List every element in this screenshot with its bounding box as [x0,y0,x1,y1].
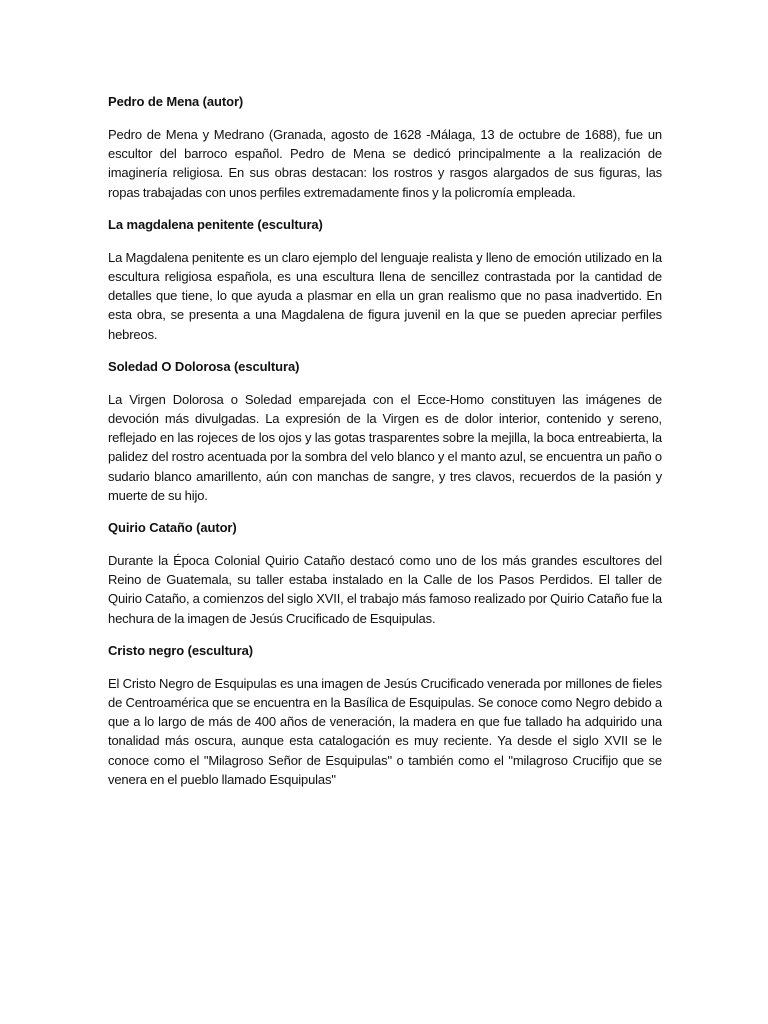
section-soledad-dolorosa [108,358,662,505]
section-paragraph: La Magdalena penitente es un claro ejemplo del lenguaje realista y lleno de emoción utilizado en la escultura religiosa española, es una escultura llena de sencillez contrastada por la cantidad de detalles que tiene, lo que ayuda a plasmar en ella un gran realismo que no pasa inadvertido. En esta obra, se presenta a una Magdalena de figura juvenil en la que se pueden apreciar perfiles hebreos. [108,249,662,342]
section-heading: Cristo negro (escultura) [108,642,253,658]
section-heading: Pedro de Mena (autor) [108,94,244,109]
section-heading: Quirio Cataño (autor) [108,520,237,536]
section-quirio-catano [108,519,662,628]
section-heading: La magdalena penitente (escultura) [108,216,323,232]
section-paragraph: Pedro de Mena y Medrano (Granada, agosto de 1628 -Málaga, 13 de octubre de 1688), fue un escultor del barroco español. Pedro de Mena se dedicó principalmente a la realización de imaginería religiosa. En sus obras destacan: los rostros y rasgos alargados de sus figuras, las ropas trabajadas con unos perfiles extremadamente finos y la policromía empleada. [108,127,662,200]
section-pedro-de-mena [108,93,662,202]
section-cristo-negro [108,642,662,789]
section-paragraph: La Virgen Dolorosa o Soledad emparejada con el Ecce-Homo constituyen las imágenes de devoción más divulgadas. La expresión de la Virgen es de dolor interior, contenido y sereno, reflejado en las rojeces de los ojos y las gotas trasparentes sobre la mejilla, la boca entreabierta, la palidez del rostro acentuada por la sombra del velo blanco y el manto azul, se encuentra un paño o sudario blanco amarillento, aún con manchas de sangre, y tres clavos, recuerdos de la pasión y muerte de su hijo. [108,391,662,503]
section-heading: Soledad O Dolorosa (escultura) [108,358,300,374]
section-paragraph: El Cristo Negro de Esquipulas es una imagen de Jesús Crucificado venerada por millones de fieles de Centroamérica que se encuentra en la Basílica de Esquipulas. Se conoce como Negro debido a que a lo largo de más de 400 años de veneración, la madera en que fue tallado ha adquirido una tonalidad más oscura, aunque esta catalogación es muy reciente. Ya desde el siglo XVII se le conoce como el "Milagroso Señor de Esquipulas" o también como el "milagroso Crucifijo que se venera en el pueblo llamado Esquipulas" [108,675,662,787]
section-paragraph: Durante la Época Colonial Quirio Cataño destacó como uno de los más grandes escultores del Reino de Guatemala, su taller estaba instalado en la Calle de los Pasos Perdidos. El taller de Quirio Cataño, a comienzos del siglo XVII, el trabajo más famoso realizado por Quirio Cataño fue la hechura de la imagen de Jesús Crucificado de Esquipulas. [108,553,662,626]
section-magdalena-penitente [108,216,662,344]
